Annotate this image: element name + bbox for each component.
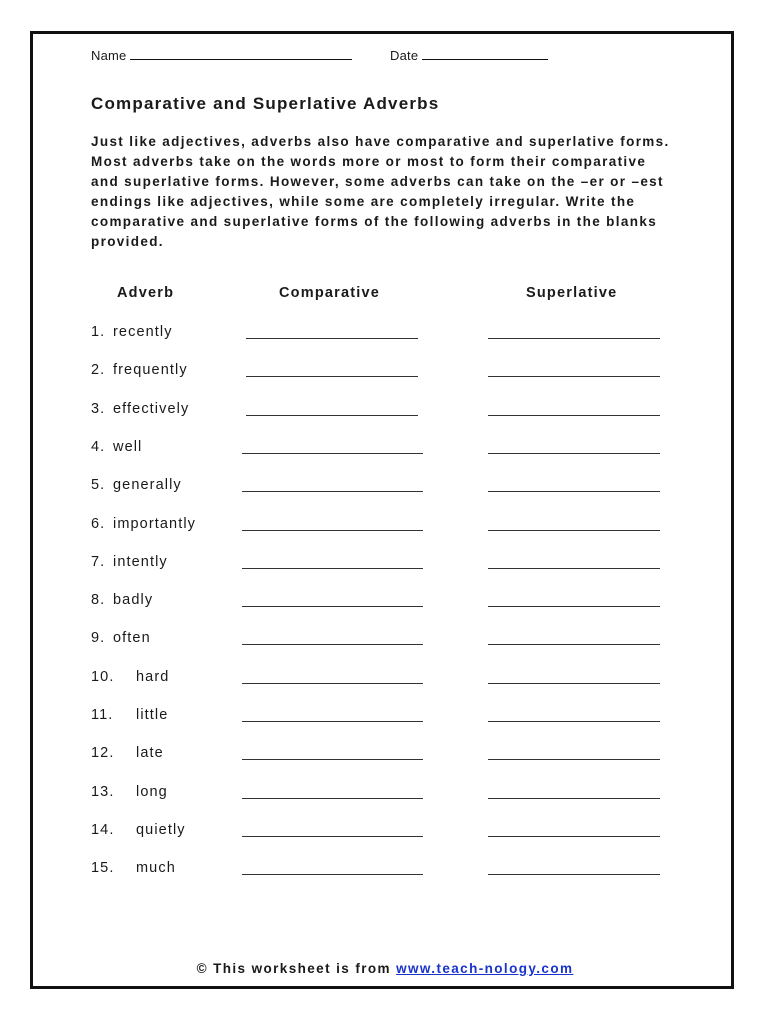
comparative-blank[interactable]	[242, 836, 423, 837]
list-item	[0, 745, 770, 769]
item-number: 4.	[91, 438, 106, 455]
superlative-blank[interactable]	[488, 836, 660, 837]
item-adverb: much	[136, 860, 176, 877]
item-number: 6.	[91, 515, 106, 532]
item-adverb: effectively	[113, 400, 190, 417]
item-adverb: well	[113, 438, 143, 455]
item-number: 11.	[91, 707, 114, 723]
item-adverb: importantly	[113, 515, 197, 532]
item-adverb: often	[113, 630, 151, 647]
footer-link[interactable]: www.teach-nology.com	[396, 961, 574, 976]
date-field	[390, 47, 548, 63]
list-item	[0, 630, 770, 654]
superlative-blank[interactable]	[488, 491, 660, 492]
comparative-blank[interactable]	[242, 721, 423, 722]
instructions-line: Just like adjectives, adverbs also have comparative and superlative forms.	[91, 134, 670, 149]
comparative-blank[interactable]	[242, 530, 423, 531]
name-blank[interactable]	[130, 47, 352, 60]
item-adverb: little	[136, 707, 169, 723]
item-adverb: badly	[113, 592, 154, 609]
list-item	[0, 439, 770, 463]
instructions-line: and superlative forms. However, some adverbs can take on the –er or –est	[91, 174, 664, 189]
comparative-blank[interactable]	[242, 453, 423, 454]
comparative-blank[interactable]	[246, 338, 418, 339]
footer	[0, 961, 770, 976]
item-adverb: quietly	[136, 821, 186, 838]
item-adverb: frequently	[113, 362, 188, 379]
list-item	[0, 860, 770, 884]
list-item	[0, 592, 770, 616]
superlative-blank[interactable]	[488, 721, 660, 722]
comparative-blank[interactable]	[242, 606, 423, 607]
item-number: 3.	[91, 400, 106, 417]
item-number: 13.	[91, 783, 115, 800]
comparative-blank[interactable]	[242, 568, 423, 569]
comparative-blank[interactable]	[246, 376, 418, 377]
superlative-blank[interactable]	[488, 759, 660, 760]
comparative-blank[interactable]	[246, 415, 418, 416]
superlative-blank[interactable]	[488, 606, 660, 607]
instructions-line: comparative and superlative forms of the following adverbs in the blanks	[91, 214, 658, 229]
item-number: 7.	[91, 553, 106, 570]
superlative-blank[interactable]	[488, 530, 660, 531]
list-item	[0, 401, 770, 425]
item-number: 12.	[91, 745, 115, 762]
date-blank[interactable]	[422, 47, 548, 60]
column-header-adverb: Adverb	[117, 285, 175, 301]
instructions	[91, 132, 691, 252]
item-number: 10.	[91, 668, 115, 685]
item-number: 5.	[91, 477, 106, 494]
item-number: 9.	[91, 630, 106, 647]
list-item	[0, 669, 770, 693]
superlative-blank[interactable]	[488, 376, 660, 377]
page-title: Comparative and Superlative Adverbs	[91, 94, 440, 113]
item-number: 2.	[91, 362, 106, 379]
superlative-blank[interactable]	[488, 453, 660, 454]
superlative-blank[interactable]	[488, 798, 660, 799]
comparative-blank[interactable]	[242, 759, 423, 760]
list-item	[0, 477, 770, 501]
list-item	[0, 362, 770, 386]
superlative-blank[interactable]	[488, 338, 660, 339]
list-item	[0, 784, 770, 808]
column-header-superlative: Superlative	[526, 285, 618, 301]
comparative-blank[interactable]	[242, 798, 423, 799]
item-adverb: hard	[136, 668, 170, 685]
list-item	[0, 822, 770, 846]
item-number: 8.	[91, 592, 106, 609]
name-label: Name	[91, 48, 127, 63]
list-item	[0, 516, 770, 540]
comparative-blank[interactable]	[242, 644, 423, 645]
column-header-comparative: Comparative	[279, 285, 381, 301]
item-number: 1.	[91, 324, 106, 340]
superlative-blank[interactable]	[488, 683, 660, 684]
superlative-blank[interactable]	[488, 644, 660, 645]
comparative-blank[interactable]	[242, 491, 423, 492]
item-number: 14.	[91, 821, 115, 838]
list-item	[0, 554, 770, 578]
superlative-blank[interactable]	[488, 568, 660, 569]
item-adverb: recently	[113, 324, 173, 340]
item-number: 15.	[91, 860, 115, 877]
instructions-line: provided.	[91, 234, 164, 249]
item-adverb: late	[136, 745, 164, 762]
item-adverb: generally	[113, 477, 182, 494]
date-label: Date	[390, 48, 419, 63]
item-adverb: intently	[113, 553, 168, 570]
name-field	[91, 47, 352, 63]
instructions-line: endings like adjectives, while some are completely irregular. Write the	[91, 194, 636, 209]
superlative-blank[interactable]	[488, 874, 660, 875]
item-adverb: long	[136, 783, 168, 800]
list-item	[0, 324, 770, 348]
superlative-blank[interactable]	[488, 415, 660, 416]
instructions-line: Most adverbs take on the words more or most to form their comparative	[91, 154, 647, 169]
list-item	[0, 707, 770, 731]
footer-text: © This worksheet is from	[196, 961, 391, 976]
comparative-blank[interactable]	[242, 683, 423, 684]
comparative-blank[interactable]	[242, 874, 423, 875]
